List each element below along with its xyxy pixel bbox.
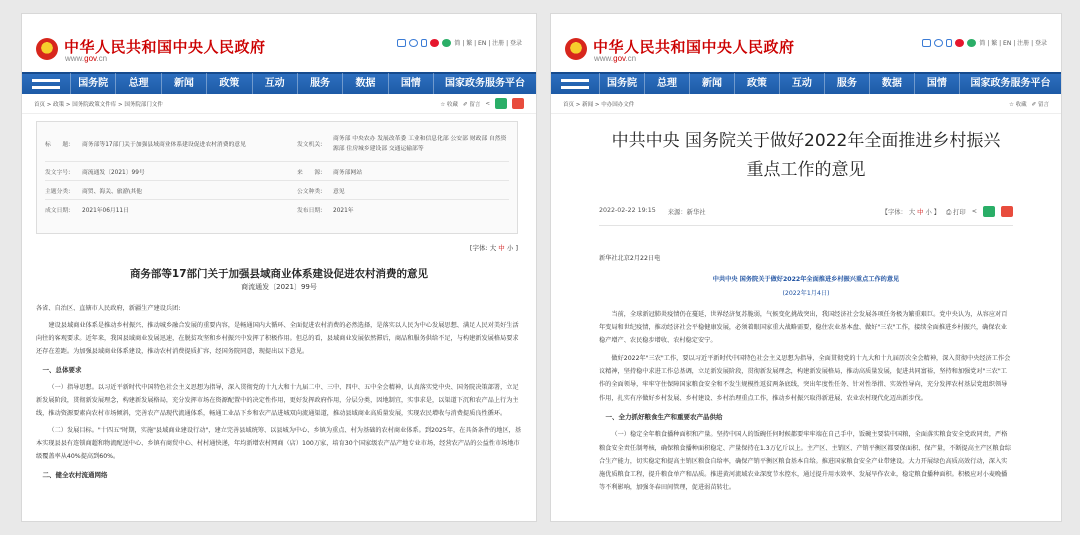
- mobile-icon[interactable]: [946, 39, 952, 47]
- font-big-button[interactable]: 大: [489, 244, 497, 252]
- wechat-icon[interactable]: [442, 39, 451, 47]
- site-header: [551, 14, 1061, 72]
- nav-policy[interactable]: 政策: [734, 73, 779, 95]
- breadcrumb-row: [22, 94, 536, 114]
- font-small-button[interactable]: 小: [506, 244, 514, 252]
- paragraph: 做好2022年"三农"工作，要以习近平新时代中国特色社会主义思想为指导，全面贯彻党的十九大和十九届历次全会精神，深入贯彻中央经济工作会议精神，坚持稳中求进工作总基调，立足新发展阶段，贯彻新发展理念，构建新发展格局，推动高质量发展，促进共同富裕，坚持和加强党对"三农"工作的全面领导，牢牢守住保障国家粮食安全和不发生规模性返贫两条底线，突出年度性任务、针对性举措、实效性导向，充分发挥农村基层党组织领导作用，扎实有序做好乡村发展、乡村建设、乡村治理重点工作，推动乡村振兴取得新进展、农业农村现代化迈出新步伐。: [599, 354, 1011, 402]
- paragraph: 建设县域商业体系是推动乡村振兴、推动城乡融合发展的重要内容，是畅通国内大循环、全面促进农村消费的必然选择，是落实以人民为中心发展思想、满足人民对美好生活向往的客观要求。近年来，我国县域商业发展迅速，在脱贫攻坚和乡村振兴中发挥了积极作用。但总的看，县域商业发展依然滞后，商品和服务供给不足，与构建新发展格局要求还存在差距。为加强县域商业体系建设，推动农村消费提质扩容，经国务院同意，现提出以下意见。: [36, 322, 519, 355]
- nav-news[interactable]: 新闻: [689, 73, 734, 95]
- document-number: 商流通发〔2021〕99号: [241, 283, 317, 291]
- nav-national-info[interactable]: 国情: [914, 73, 959, 95]
- article-source: 来源：新华社: [667, 209, 706, 216]
- nav-data[interactable]: 数据: [342, 73, 387, 95]
- nav-premier[interactable]: 总理: [115, 73, 160, 95]
- right-page-panel: [551, 14, 1061, 521]
- font-small-button[interactable]: 小: [925, 209, 932, 216]
- headline-line-2: 重点工作的意见: [746, 160, 866, 180]
- nav-service-platform[interactable]: 国家政务服务平台: [433, 73, 536, 95]
- article-info-row: [599, 206, 1013, 226]
- topic-label: 主题分类:: [45, 188, 71, 195]
- nav-policy[interactable]: 政策: [206, 73, 251, 95]
- font-size-switcher: [字体: 大 中 小 ]: [469, 244, 518, 252]
- site-title[interactable]: 中华人民共和国中央人民政府: [64, 38, 266, 56]
- weibo-share-icon[interactable]: [512, 98, 524, 109]
- nav-services[interactable]: 服务: [297, 73, 342, 95]
- issuer-label: 发文机关:: [297, 142, 323, 148]
- top-links: [922, 38, 1047, 47]
- pubdate-label: 发布日期:: [297, 208, 323, 214]
- font-mid-button[interactable]: 中: [498, 244, 505, 252]
- national-emblem-icon: [565, 38, 587, 60]
- docno-label: 发文字号:: [45, 169, 71, 176]
- nav-service-platform[interactable]: 国家政务服务平台: [959, 73, 1061, 95]
- nav-state-council[interactable]: 国务院: [70, 73, 115, 95]
- site-url: www.gov.cn: [65, 54, 108, 63]
- weibo-share-icon[interactable]: [1001, 206, 1013, 217]
- salutation: 各省、自治区、直辖市人民政府，新疆生产建设兵团:: [36, 305, 181, 312]
- wechat-icon[interactable]: [967, 39, 976, 47]
- breadcrumb-row: [551, 94, 1061, 114]
- article-tools: [1009, 100, 1049, 108]
- article-body: [599, 252, 1013, 499]
- headline-line-1: 中共中央 国务院关于做好2022年全面推进乡村振兴: [611, 131, 1001, 151]
- nav-interaction[interactable]: 互动: [779, 73, 824, 95]
- inner-date: (2022年1月4日): [782, 289, 830, 297]
- docno-value: 商流通发〔2021〕99号: [82, 169, 145, 176]
- language-login-links[interactable]: 简 | 繁 | EN | 注册 | 登录: [979, 40, 1047, 47]
- title-value: 商务部等17部门关于加强县域商业体系建设促进农村消费的意见: [82, 142, 246, 148]
- nav-data[interactable]: 数据: [869, 73, 914, 95]
- top-links: [397, 38, 522, 47]
- comment-button[interactable]: ✐ 留言: [463, 101, 481, 108]
- inner-title: 中共中央 国务院关于做好2022年全面推进乡村振兴重点工作的意见: [712, 276, 900, 284]
- mail-icon[interactable]: [922, 39, 931, 47]
- site-title[interactable]: 中华人民共和国中央人民政府: [593, 38, 795, 56]
- home-icon[interactable]: [22, 74, 70, 94]
- weibo-icon[interactable]: [430, 39, 439, 47]
- section-heading: 二、健全农村流通网络: [42, 471, 108, 479]
- wechat-share-icon[interactable]: [495, 98, 507, 109]
- paragraph: （二）发展目标。"十四五"时期，实施"县域商业建设行动"，建立完善县域统筹、以县城为中心、乡镇为重点、村为基础的农村商业体系。到2025年，在具备条件的地区，基本实现县县有连锁商超和物流配送中心、乡镇有商贸中心、村村通快递，年均新增农村网商（店）100万家，培育30个国家级农产品产地专业市场，经营农产品的公益性市场地市级覆盖率从40%提高到60%。: [36, 427, 522, 460]
- pubdate-value: 2021年: [333, 208, 354, 214]
- nav-premier[interactable]: 总理: [644, 73, 689, 95]
- article-headline: [551, 127, 1061, 185]
- breadcrumb[interactable]: 首页 > 新闻 > 中办国办文件: [563, 101, 635, 108]
- language-login-links[interactable]: 简 | 繁 | EN | 注册 | 登录: [454, 40, 522, 47]
- wechat-share-icon[interactable]: [983, 206, 995, 217]
- mobile-icon[interactable]: [421, 39, 427, 47]
- document-body: [36, 302, 522, 486]
- document-title: 商务部等17部门关于加强县域商业体系建设促进农村消费的意见: [129, 268, 429, 280]
- title-label: 标 题:: [45, 142, 71, 148]
- national-emblem-icon: [36, 38, 58, 60]
- site-url: www.gov.cn: [594, 54, 637, 63]
- topic-value: 商贸、海关、旅游\其他: [82, 188, 142, 195]
- favorite-button[interactable]: ☆ 收藏: [1008, 101, 1027, 108]
- print-button[interactable]: ⎙ 打印: [946, 208, 966, 216]
- globe-icon[interactable]: [934, 39, 943, 47]
- left-page-panel: [22, 14, 536, 521]
- share-icon[interactable]: <: [485, 100, 490, 107]
- date-label: 成文日期:: [45, 208, 71, 214]
- source-label: 来 源:: [297, 169, 323, 176]
- nav-interaction[interactable]: 互动: [252, 73, 297, 95]
- font-big-button[interactable]: 大: [908, 209, 916, 216]
- section-heading: 一、总体要求: [42, 366, 82, 374]
- date-value: 2021年06月11日: [82, 208, 129, 214]
- publish-datetime: 2022-02-22 19:15: [599, 207, 656, 214]
- paragraph: 当前，全球新冠肺炎疫情仍在蔓延，世界经济复苏脆弱，气候变化挑战突出，我国经济社会发展各项任务极为繁重艰巨。党中央认为，从容应对百年变局和世纪疫情，推动经济社会平稳健康发展，必须着眼国家重大战略需要，稳住农业基本盘、做好"三农"工作，接续全面推进乡村振兴，确保农业稳产增产、农民稳步增收、农村稳定安宁。: [599, 310, 1008, 345]
- main-nav: [22, 72, 536, 94]
- main-nav: [551, 72, 1061, 94]
- share-icon[interactable]: <: [971, 208, 977, 215]
- type-value: 意见: [333, 188, 345, 195]
- weibo-icon[interactable]: [955, 39, 964, 47]
- font-mid-button[interactable]: 中: [917, 209, 924, 216]
- nav-services[interactable]: 服务: [824, 73, 869, 95]
- font-size-switcher: 【字体： 大 中 小 】: [881, 209, 941, 216]
- paragraph: （一）稳定全年粮食播种面积和产量。坚持中国人的饭碗任何时候都要牢牢端在自己手中，饭碗主要装中国粮，全面落实粮食安全党政同责，严格粮食安全责任制考核，确保粮食播种面积稳定、产量保持在1.3万亿斤以上。主产区、主销区、产销平衡区都要保面积、保产量，不断提高主产区粮食综合生产能力，切实稳定和提高主销区粮食自给率，确保产销平衡区粮食基本自给。推进国家粮食安全产业带建设。大力开展绿色高质高效行动，深入实施优质粮食工程，提升粮食单产和品质。推进黄河流域农业深度节水控水，通过提升用水效率、发展旱作农业，稳定粮食播种面积。积极应对小麦晚播等不利影响，加强冬春田间管理，促进弱苗转壮。: [599, 431, 1012, 492]
- breadcrumb[interactable]: 首页 > 政策 > 国务院政策文件库 > 国务院部门文件: [34, 101, 163, 108]
- nav-national-info[interactable]: 国情: [388, 73, 433, 95]
- issuer-value: 商务部 中央农办 发展改革委 工业和信息化部 公安部 财政部 自然资源部 住房城乡建设部 交通运输部等: [333, 135, 507, 152]
- dateline: 新华社北京2月22日电: [599, 255, 661, 262]
- mail-icon[interactable]: [397, 39, 406, 47]
- home-icon[interactable]: [551, 74, 599, 94]
- globe-icon[interactable]: [409, 39, 418, 47]
- article-tools: [440, 98, 524, 109]
- section-heading: 一、全力抓好粮食生产和重要农产品供给: [605, 412, 723, 421]
- nav-news[interactable]: 新闻: [161, 73, 206, 95]
- comment-button[interactable]: ✐ 留言: [1031, 101, 1049, 108]
- type-label: 公文种类:: [297, 188, 323, 195]
- document-metadata-table: [36, 121, 518, 234]
- favorite-button[interactable]: ☆ 收藏: [440, 101, 459, 108]
- site-header: [22, 14, 536, 72]
- source-value: 商务部网站: [333, 169, 362, 176]
- paragraph: （一）指导思想。以习近平新时代中国特色社会主义思想为指导，深入贯彻党的十九大和十九届二中、三中、四中、五中全会精神，认真落实党中央、国务院决策部署，立足新发展阶段，贯彻新发展理念，构建新发展格局，充分发挥市场在资源配置中的决定性作用，更好发挥政府作用，分层分类，因地制宜，实事求是，以渠道下沉和农产品上行为主线，推动资源要素向农村市场倾斜，完善农产品现代流通体系，畅通工业品下乡和农产品进城双向流通渠道，推动县域商业高质量发展，实现农民增收与消费提质良性循环。: [36, 384, 519, 417]
- nav-state-council[interactable]: 国务院: [599, 73, 644, 95]
